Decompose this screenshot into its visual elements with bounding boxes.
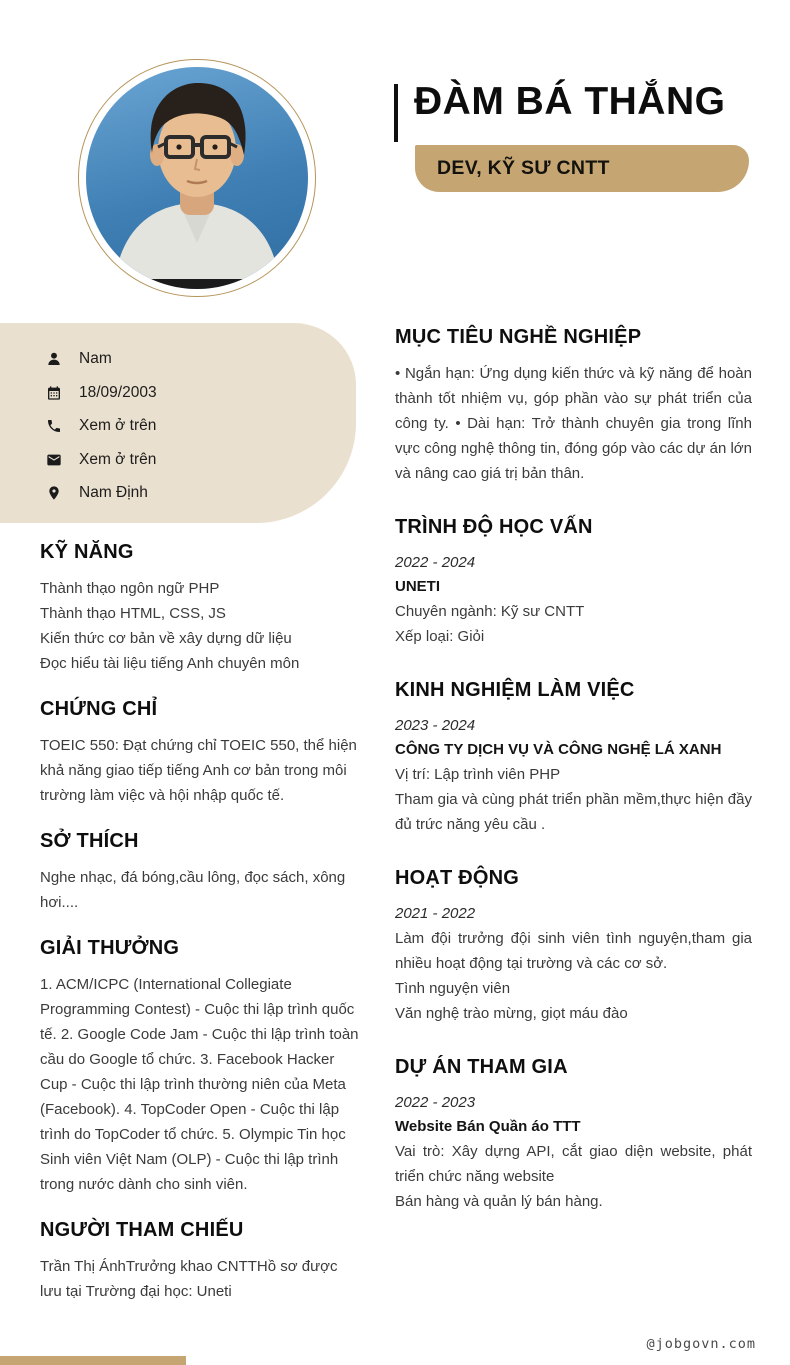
section-activities bbox=[395, 867, 752, 1026]
footer-accent-bar bbox=[0, 1356, 186, 1365]
projects-period: 2022 - 2023 bbox=[395, 1094, 476, 1111]
section-references bbox=[40, 1219, 360, 1304]
projects-detail: Bán hàng và quản lý bán hàng. bbox=[395, 1193, 603, 1210]
contact-address: Nam Định bbox=[79, 484, 148, 501]
section-title-education: TRÌNH ĐỘ HỌC VẤN bbox=[395, 516, 593, 538]
section-title-activities: HOẠT ĐỘNG bbox=[395, 867, 520, 889]
section-title-objective: MỤC TIÊU NGHỀ NGHIỆP bbox=[395, 326, 642, 348]
experience-company: CÔNG TY DỊCH VỤ VÀ CÔNG NGHỆ LÁ XANH bbox=[395, 741, 722, 758]
watermark: @jobgovn.com bbox=[646, 1336, 756, 1352]
education-major: Chuyên ngành: Kỹ sư CNTT bbox=[395, 603, 585, 620]
envelope-icon bbox=[46, 452, 62, 468]
certificates-text: TOEIC 550: Đạt chứng chỉ TOEIC 550, thể hiện khả năng giao tiếp tiếng Anh cơ bản trong môi trường làm việc và hội nhập quốc tế. bbox=[40, 737, 357, 804]
contact-row-email bbox=[46, 450, 356, 470]
objective-text: • Ngắn hạn: Ứng dụng kiến thức và kỹ năng để hoàn thành tốt nhiệm vụ, góp phần vào sự phát triển của công ty. • Dài hạn: Trở thành chuyên gia trong lĩnh vực công nghệ thông tin, đóng góp vào các dự án lớn và nâng cao giá trị bản thân. bbox=[395, 365, 752, 482]
activities-description: Làm đội trưởng đội sinh viên tình nguyện,tham gia nhiều hoạt động tại trường và các cơ sở. bbox=[395, 930, 752, 972]
experience-description: Tham gia và cùng phát triển phần mềm,thực hiện đầy đủ trức năng yêu cầu . bbox=[395, 791, 752, 833]
profile-photo bbox=[86, 67, 308, 289]
section-projects bbox=[395, 1056, 752, 1214]
contact-email: Xem ở trên bbox=[79, 450, 157, 468]
experience-period: 2023 - 2024 bbox=[395, 717, 476, 734]
section-title-awards: GIẢI THƯỞNG bbox=[40, 937, 180, 959]
skill-item: Thành thạo ngôn ngữ PHP bbox=[40, 580, 220, 597]
projects-name: Website Bán Quần áo TTT bbox=[395, 1118, 581, 1135]
awards-text: 1. ACM/ICPC (International Collegiate Programming Contest) - Cuộc thi lập trình quốc tế. 2. Google Code Jam - Cuộc thi lập trình toàn cầu do Google tổ chức. 3. Facebook Hacker Cup - Cuộc thi lập trình thường niên của Meta (Facebook). 4. TopCoder Open - Cuộc thi lập trình do TopCoder tổ chức. 5. Olympic Tin học Sinh viên Việt Nam (OLP) - Cuộc thi lập trình trong nước dành cho sinh viên. bbox=[40, 976, 359, 1193]
section-skills bbox=[40, 541, 360, 676]
activities-role: Tình nguyện viên bbox=[395, 980, 511, 997]
section-title-hobbies: SỞ THÍCH bbox=[40, 830, 139, 852]
references-text: Trần Thị ÁnhTrưởng khao CNTTHồ sơ được lưu tại Trường đại học: Uneti bbox=[40, 1258, 338, 1300]
section-objective bbox=[395, 326, 752, 486]
section-certificates bbox=[40, 698, 360, 808]
portrait-illustration bbox=[86, 67, 308, 289]
section-experience bbox=[395, 679, 752, 837]
section-title-certificates: CHỨNG CHỈ bbox=[40, 698, 158, 720]
activities-period: 2021 - 2022 bbox=[395, 905, 476, 922]
contact-row-gender bbox=[46, 349, 356, 369]
contact-info-box bbox=[0, 323, 356, 523]
contact-gender: Nam bbox=[79, 350, 112, 367]
section-title-skills: KỸ NĂNG bbox=[40, 541, 134, 563]
section-title-projects: DỰ ÁN THAM GIA bbox=[395, 1056, 568, 1078]
activities-detail: Văn nghệ trào mừng, giọt máu đào bbox=[395, 1005, 628, 1022]
projects-role: Vai trò: Xây dựng API, cắt giao diện website, phát triển chức năng website bbox=[395, 1143, 752, 1185]
education-grade: Xếp loại: Giỏi bbox=[395, 628, 485, 645]
section-education bbox=[395, 516, 752, 649]
contact-row-address bbox=[46, 483, 356, 503]
location-pin-icon bbox=[46, 485, 62, 501]
name-accent-bar bbox=[394, 84, 398, 142]
calendar-icon bbox=[46, 385, 62, 401]
section-title-references: NGƯỜI THAM CHIẾU bbox=[40, 1219, 244, 1241]
left-column bbox=[40, 541, 360, 1304]
job-title: DEV, KỸ SƯ CNTT bbox=[437, 157, 610, 179]
skill-item: Đọc hiểu tài liệu tiếng Anh chuyên môn bbox=[40, 655, 300, 672]
right-column bbox=[395, 326, 752, 1214]
phone-icon bbox=[46, 418, 62, 434]
section-awards bbox=[40, 937, 360, 1197]
job-title-band bbox=[415, 145, 749, 192]
contact-phone: Xem ở trên bbox=[79, 417, 157, 434]
section-hobbies bbox=[40, 830, 360, 915]
candidate-name: ĐÀM BÁ THẮNG bbox=[414, 80, 726, 123]
skill-item: Kiến thức cơ bản về xây dựng dữ liệu bbox=[40, 630, 292, 647]
section-title-experience: KINH NGHIỆM LÀM VIỆC bbox=[395, 679, 635, 701]
education-period: 2022 - 2024 bbox=[395, 554, 476, 571]
contact-row-phone bbox=[46, 416, 356, 436]
skill-item: Thành thạo HTML, CSS, JS bbox=[40, 605, 226, 622]
education-school: UNETI bbox=[395, 578, 440, 595]
contact-row-birthday bbox=[46, 383, 356, 403]
contact-birthday: 18/09/2003 bbox=[79, 383, 157, 401]
experience-position: Vị trí: Lập trình viên PHP bbox=[395, 766, 561, 783]
hobbies-text: Nghe nhạc, đá bóng,cầu lông, đọc sách, xông hơi.... bbox=[40, 869, 346, 911]
person-icon bbox=[46, 351, 62, 367]
